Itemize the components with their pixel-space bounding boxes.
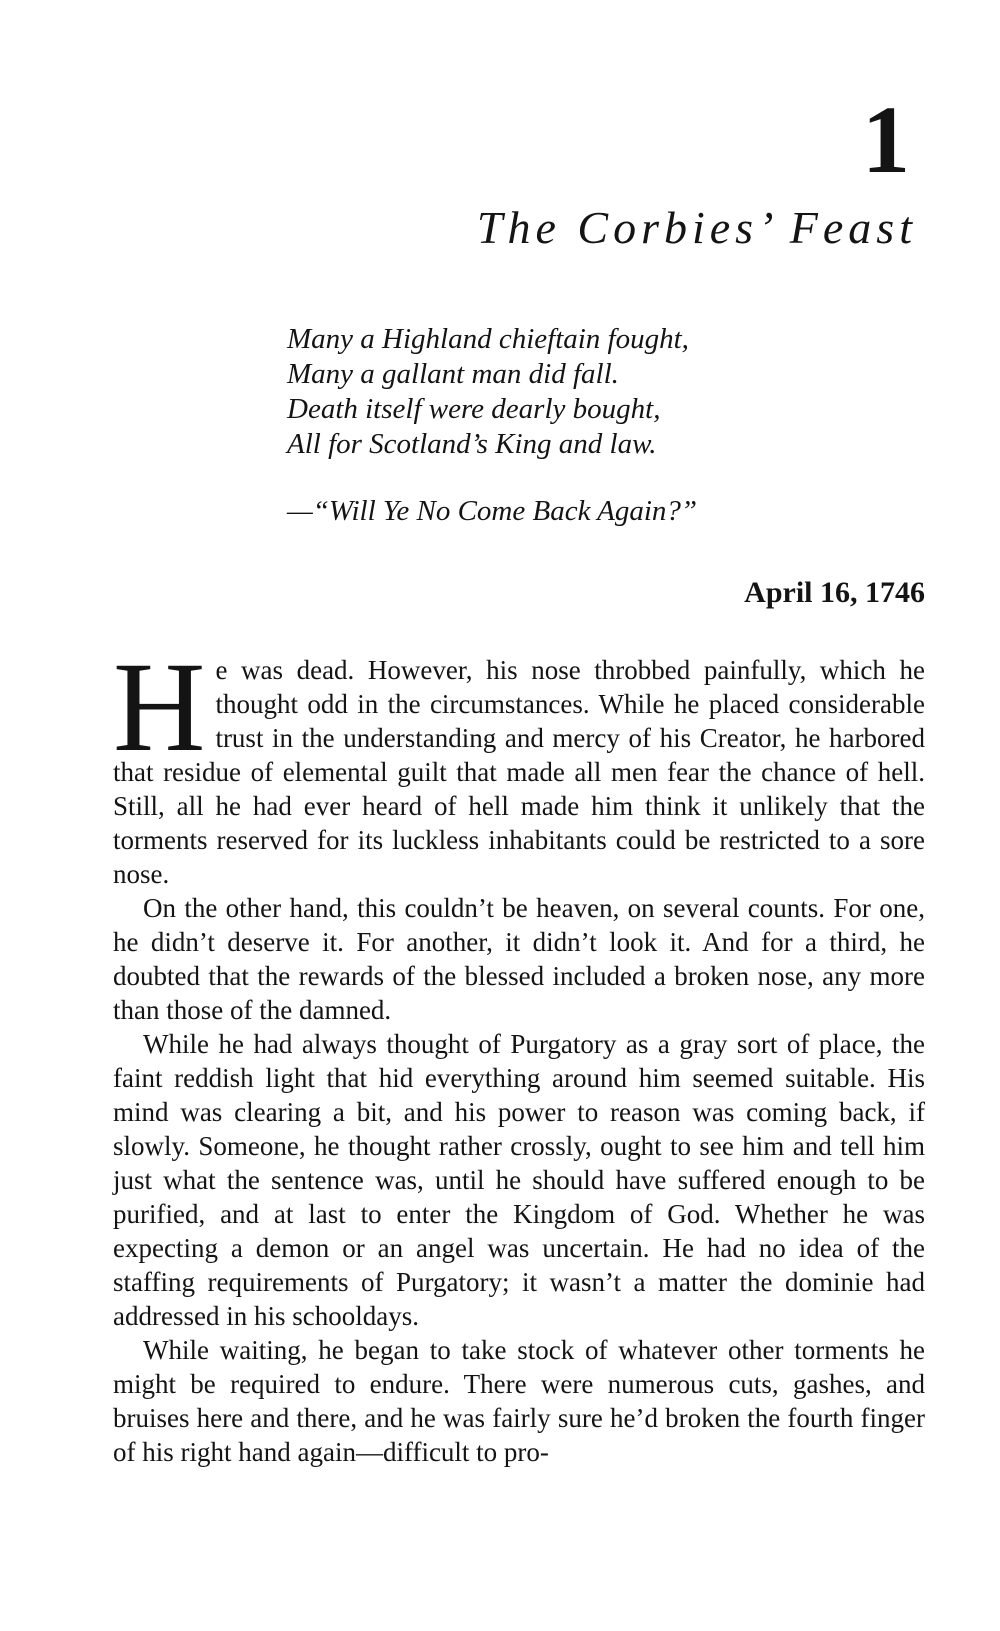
paragraph: On the other hand, this couldn’t be heaven, on several counts. For one, he didn’t deserve it. For another, it didn’t look it. And for a third, he doubted that the rewards of the blessed included a broken nose, any more than those of the damned.: [113, 893, 925, 1025]
epigraph: [287, 322, 847, 529]
epigraph-line: All for Scotland’s King and law.: [287, 428, 657, 460]
paragraph-text: e was dead. However, his nose throbbed painfully, which he thought odd in the circumstances. While he placed considerable trust in the understanding and mercy of his Creator, he harbored that residue of elemental guilt that made all men fear the chance of hell. Still, all he had ever heard of hell made him think it unlikely that the torments reserved for its luckless inhabitants could be restricted to a sore nose.: [113, 655, 925, 889]
paragraph: While he had always thought of Purgatory as a gray sort of place, the faint reddish light that hid everything around him seemed suitable. His mind was clearing a bit, and his power to reason was coming back, if slowly. Someone, he thought rather crossly, ought to see him and tell him just what the sentence was, until he should have suffered enough to be purified, and at last to enter the Kingdom of God. Whether he was expecting a demon or an angel was uncertain. He had no idea of the staffing requirements of Purgatory; it wasn’t a matter the dominie had addressed in his schooldays.: [113, 1029, 925, 1331]
paragraph: While waiting, he began to take stock of whatever other torments he might be required to endure. There were numerous cuts, gashes, and bruises here and there, and he was fairly sure he’d broken the fourth finger of his right hand again—difficult to pro-: [113, 1335, 925, 1467]
chapter-title: The Corbies’ Feast: [476, 202, 917, 253]
paragraph: [113, 636, 925, 891]
body-text: [113, 636, 925, 1469]
epigraph-line: Death itself were dearly bought,: [287, 393, 661, 425]
chapter-number: 1: [862, 86, 910, 193]
epigraph-line: Many a gallant man did fall.: [287, 358, 619, 390]
drop-cap: H: [113, 636, 206, 778]
epigraph-line: Many a Highland chieftain fought,: [287, 323, 689, 355]
dateline: April 16, 1746: [744, 576, 925, 609]
epigraph-source: —“Will Ye No Come Back Again?”: [287, 495, 698, 527]
